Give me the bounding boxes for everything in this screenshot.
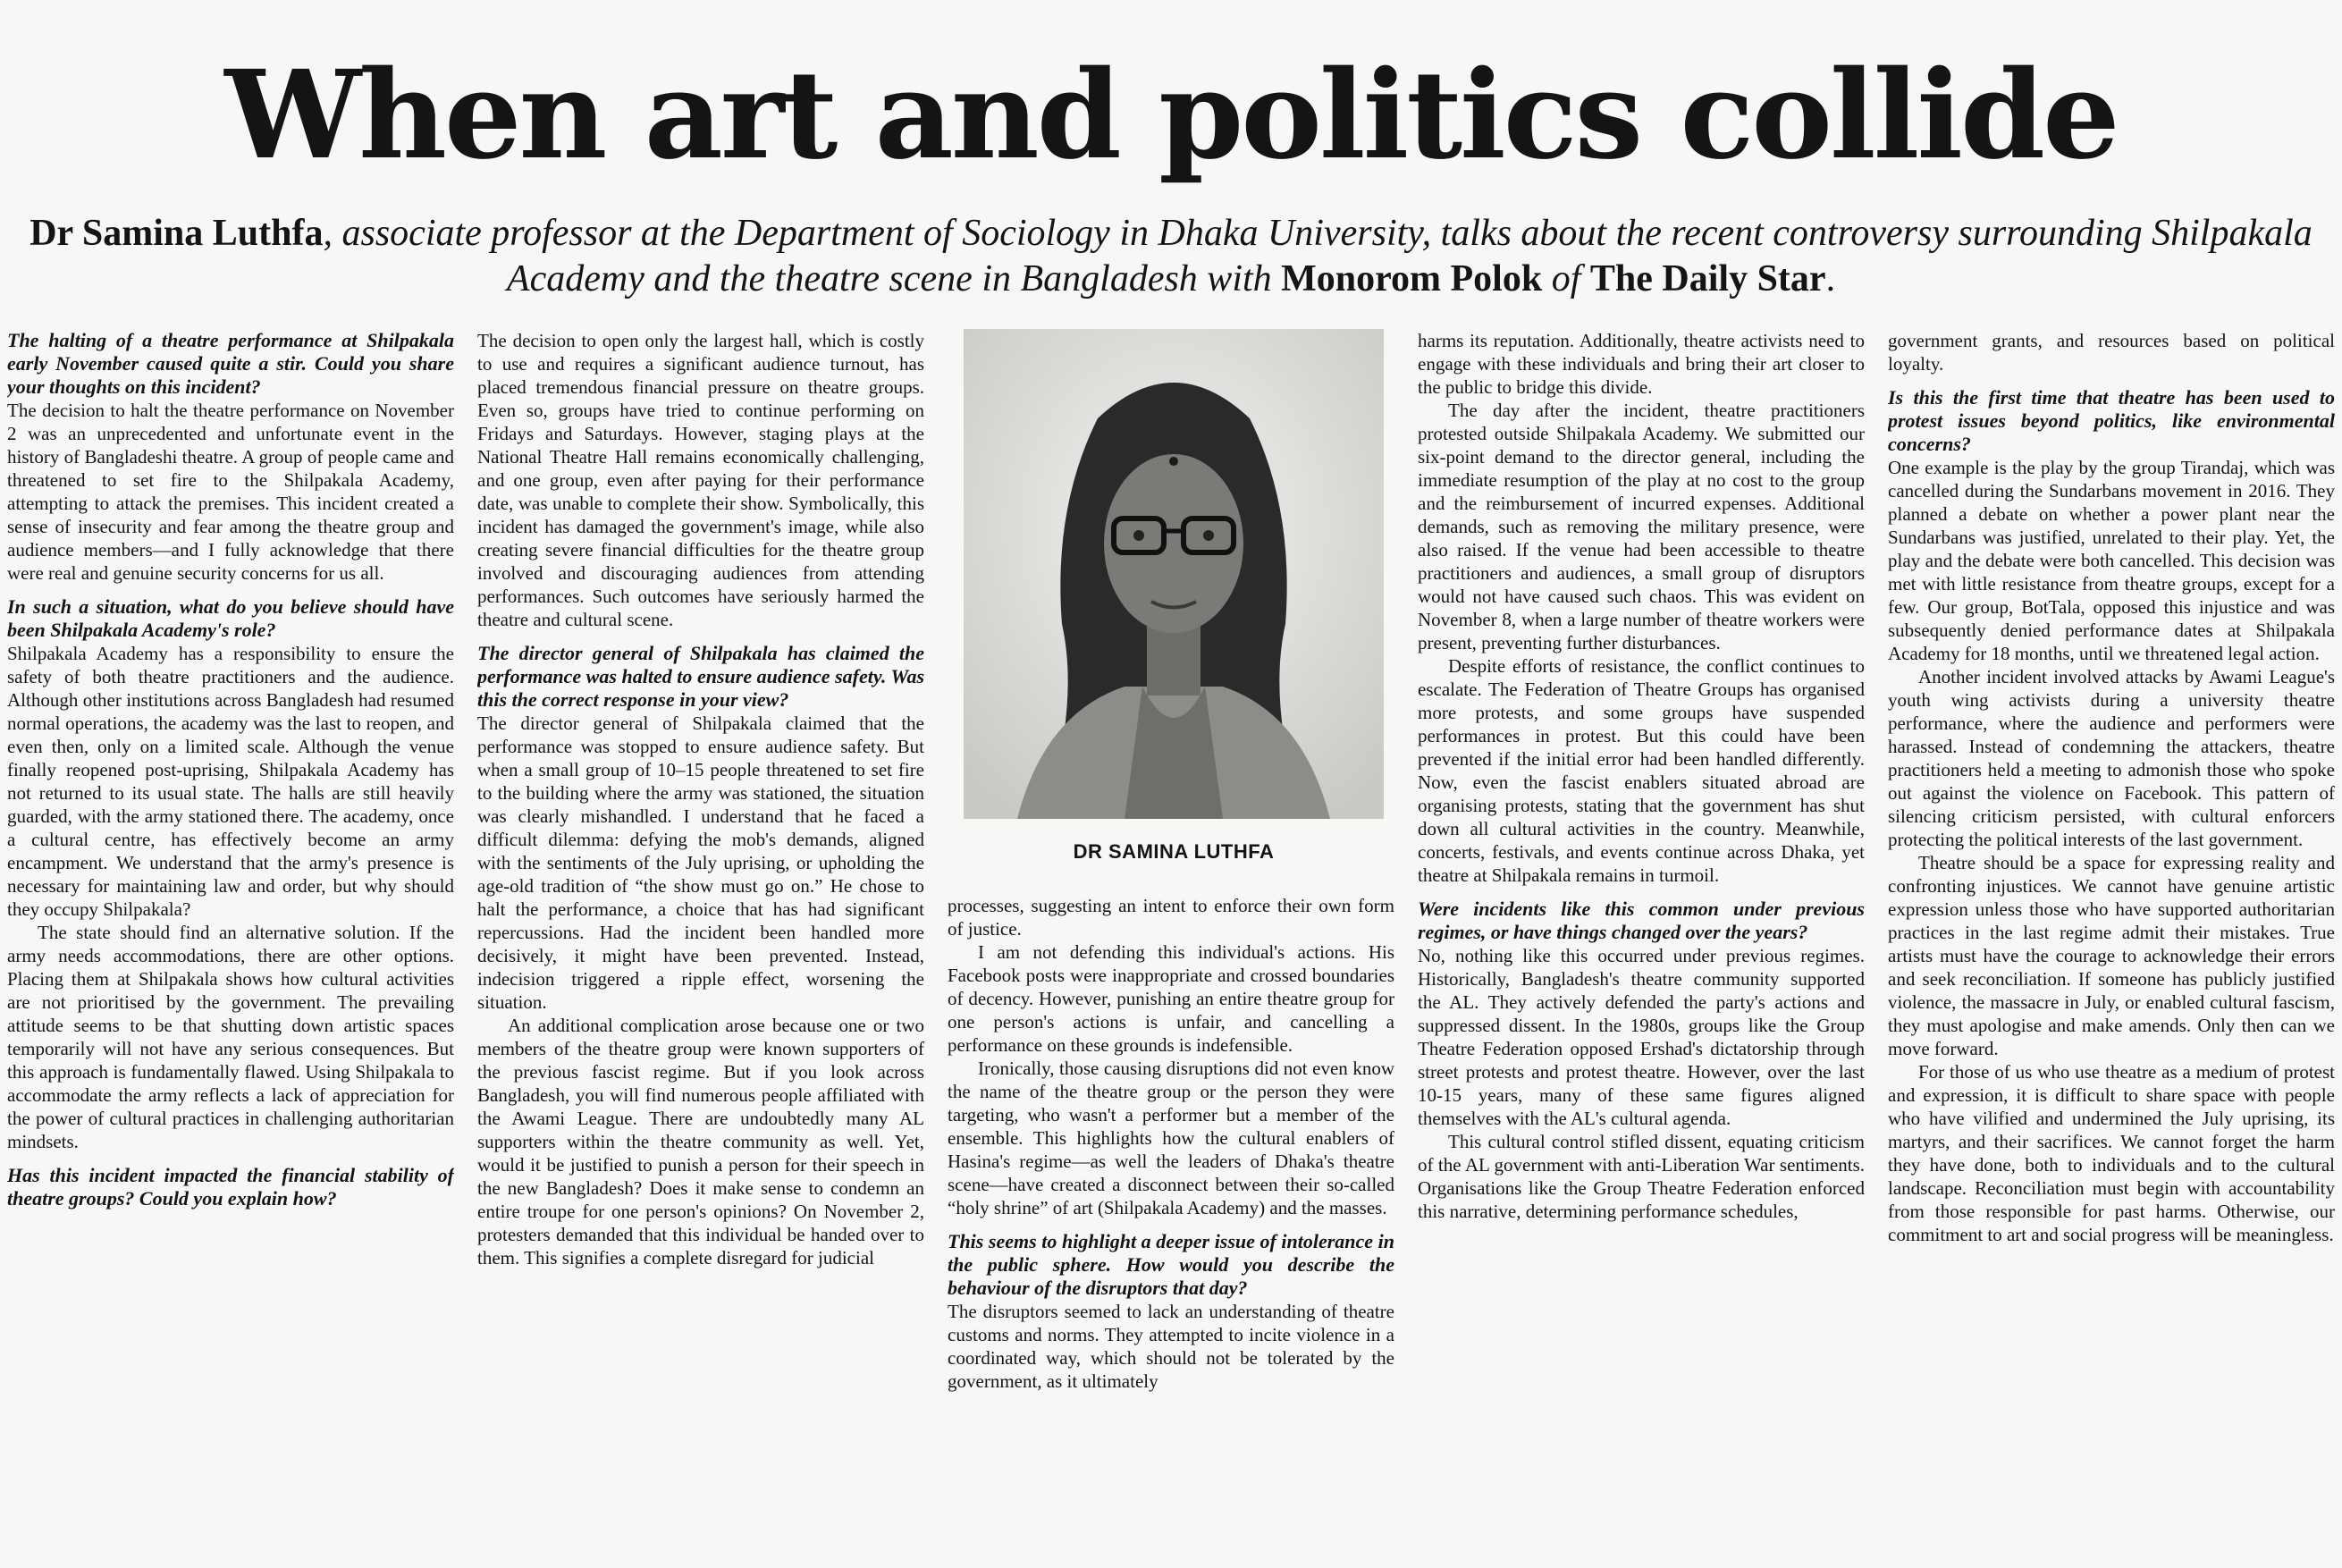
interviewee-name: Dr Samina Luthfa	[29, 213, 324, 254]
column-3	[948, 894, 1394, 1563]
headline: When art and politics collide	[224, 44, 2118, 187]
answer-paragraph: Shilpakala Academy has a responsibility to ensure the safety of both theatre practitioners and the audience. Although other institutions across Bangladesh had resumed normal operations, the academy was the last to reopen, and even then, only on a limited scale. Although the venue finally reopened post-uprising, Shilpakala Academy has not returned to its usual state. The halls are still heavily guarded, with the army stationed there. The academy, once a cultural centre, has effectively become an army encampment. We understand that the army's presence is necessary for maintaining law and order, but why should they occupy Shilpakala?	[7, 643, 454, 920]
answer-paragraph: For those of us who use theatre as a medium of protest and expression, it is difficult to share space with people who have vilified and undermined the July uprising, its martyrs, and their sacrifices. We cannot forget the harm they have done, both to individuals and to the cultural landscape. Reconciliation must begin with accountability from those responsible for past harms. Otherwise, our commitment to art and social progress will be meaningless.	[1888, 1061, 2335, 1245]
answer-paragraph: Despite efforts of resistance, the conflict continues to escalate. The Federation of Theatre Groups has organised more protests, and some groups have suspended performances in protest. But this could have been prevented if the initial error had been handled differently. Now, even the fascist enablers situated abroad are organising protests, stating that the government has shut down all cultural activities in the country. Meanwhile, concerts, festivals, and events continue across Dhaka, yet theatre at Shilpakala remains in turmoil.	[1418, 655, 1865, 886]
answer-paragraph: The director general of Shilpakala claimed that the performance was stopped to ensure audience safety. But when a small group of 10–15 people threatened to set fire to the building where the army was stationed, the situation was clearly mishandled. I understand that he faced a difficult dilemma: defying the mob's demands, aligned with the sentiments of the July uprising, or upholding the age-old tradition of “the show must go on.” He chose to halt the performance, a choice that has had significant repercussions. Had the incident been handled more decisively, it might have been prevented. Instead, indecision triggered a ripple effect, worsening the situation.	[477, 712, 924, 1013]
publication-name: The Daily Star	[1589, 258, 1826, 299]
question: The halting of a theatre performance at Shilpakala early November caused quite a stir. Could you share your thoughts on this incident?	[7, 329, 454, 398]
portrait-photo	[964, 329, 1384, 819]
portrait-illustration	[964, 329, 1384, 819]
answer-paragraph: Theatre should be a space for expressing reality and confronting injustices. We cannot have genuine artistic expression unless those who have supported authoritarian practices in the last regime admit their mistakes. True artists must have the courage to acknowledge their errors and seek reconciliation. If someone has publicly justified violence, the massacre in July, or enabled cultural fascism, they must apologise and make amends. Only then can we move forward.	[1888, 852, 2335, 1059]
answer-paragraph: The decision to halt the theatre performance on November 2 was an unprecedented and unfortunate event in the history of Bangladeshi theatre. A group of people came and threatened to set fire to the Shilpakala Academy, attempting to attack the premises. This incident created a sense of insecurity and fear among the theatre group and audience members—and I fully acknowledge that there were real and genuine security concerns for us all.	[7, 400, 454, 584]
column-2	[477, 329, 924, 1563]
answer-paragraph: government grants, and resources based on political loyalty.	[1888, 330, 2335, 375]
column-1	[7, 329, 454, 1563]
standfirst-end: .	[1825, 258, 1836, 299]
column-4	[1418, 329, 1865, 1563]
standfirst-of: of	[1542, 258, 1590, 299]
interviewer-name: Monorom Polok	[1281, 258, 1543, 299]
question: In such a situation, what do you believe should have been Shilpakala Academy's role?	[7, 595, 454, 641]
question: Has this incident impacted the financial stability of theatre groups? Could you explain how?	[7, 1164, 454, 1210]
standfirst	[0, 211, 2342, 302]
answer-paragraph: One example is the play by the group Tirandaj, which was cancelled during the Sundarbans movement in 2016. They planned a debate on whether a power plant near the Sundarbans was justified, unrelated to their play. Yet, the play and the debate were both cancelled. This decision was met with little resistance from theatre groups, except for a few. Our group, BotTala, opposed this injustice and was subsequently denied performance dates at Shilpakala Academy for 18 months, until we threatened legal action.	[1888, 457, 2335, 664]
answer-paragraph: Ironically, those causing disruptions did not even know the name of the theatre group or the person they were targeting, who wasn't a performer but a member of the ensemble. This highlights how the cultural enablers of Hasina's regime—as well the leaders of Dhaka's theatre scene—have created a disconnect between their so-called “holy shrine” of art (Shilpakala Academy) and the masses.	[948, 1058, 1394, 1218]
answer-paragraph: The day after the incident, theatre practitioners protested outside Shilpakala Academy. We submitted our six-point demand to the director general, including the immediate resumption of the play at no cost to the group and the reimbursement of incurred expenses. Additional demands, such as removing the military presence, were also raised. If the venue had been accessible to theatre practitioners and audiences, a small group of disruptors would not have caused such chaos. This was evident on November 8, when a large number of theatre workers were present, preventing further disturbances.	[1418, 400, 1865, 653]
answer-paragraph: I am not defending this individual's actions. His Facebook posts were inappropriate and crossed boundaries of decency. However, punishing an entire theatre group for one person's actions is unfair, and cancelling a performance on these grounds is indefensible.	[948, 941, 1394, 1056]
standfirst-text: , associate professor at the Department of Sociology in Dhaka University, talks about the recent controversy surrounding Shilpakala Academy and the theatre scene in Bangladesh with	[323, 213, 2313, 299]
question: Were incidents like this common under previous regimes, or have things changed over the years?	[1418, 898, 1865, 943]
answer-paragraph: The disruptors seemed to lack an understanding of theatre customs and norms. They attempted to incite violence in a coordinated way, which should not be tolerated by the government, as it ultimately	[948, 1301, 1394, 1392]
answer-paragraph: harms its reputation. Additionally, theatre activists need to engage with these individuals and bring their art closer to the public to bridge this divide.	[1418, 330, 1865, 398]
answer-paragraph: This cultural control stifled dissent, equating criticism of the AL government with anti-Liberation War sentiments. Organisations like the Group Theatre Federation enforced this narrative, determining performance schedules,	[1418, 1131, 1865, 1222]
question: This seems to highlight a deeper issue of intolerance in the public sphere. How would you describe the behaviour of the disruptors that day?	[948, 1230, 1394, 1299]
answer-paragraph: The state should find an alternative solution. If the army needs accommodations, there are other options. Placing them at Shilpakala shows how cultural activities are not prioritised by the government. The prevailing attitude seems to be that shutting down artistic spaces temporarily will not have any serious consequences. But this approach is fundamentally flawed. Using Shilpakala to accommodate the army reflects a lack of appreciation for the power of cultural practices in challenging authoritarian mindsets.	[7, 922, 454, 1152]
answer-paragraph: No, nothing like this occurred under previous regimes. Historically, Bangladesh's theatre community supported the AL. They actively defended the party's actions and suppressed dissent. In the 1980s, groups like the Group Theatre Federation opposed Ershad's dictatorship through street protests and protest theatre. However, over the last 10-15 years, many of these same figures aligned themselves with the AL's cultural agenda.	[1418, 945, 1865, 1129]
question: The director general of Shilpakala has claimed the performance was halted to ensure audience safety. Was this the correct response in your view?	[477, 642, 924, 711]
answer-paragraph: Another incident involved attacks by Awami League's youth wing activists during a university theatre performance, where the audience and performers were harassed. Instead of condemning the attackers, theatre practitioners held a meeting to admonish those who spoke out against the violence on Facebook. This pattern of silencing criticism persisted, with cultural enforcers protecting the political interests of the last government.	[1888, 666, 2335, 850]
photo-caption: DR SAMINA LUTHFA	[1073, 840, 1275, 863]
answer-paragraph: processes, suggesting an intent to enforce their own form of justice.	[948, 895, 1394, 940]
answer-paragraph: An additional complication arose because one or two members of the theatre group were known supporters of the previous fascist regime. But if you look across Bangladesh, you will find numerous people affiliated with the Awami League. There are undoubtedly many AL supporters within the theatre community as well. Yet, would it be justified to punish a person for their speech in the new Bangladesh? Does it make sense to condemn an entire troupe for one person's opinions? On November 2, protesters demanded that this individual be handed over to them. This signifies a complete disregard for judicial	[477, 1015, 924, 1269]
answer-paragraph: The decision to open only the largest hall, which is costly to use and requires a significant audience turnout, has placed tremendous financial pressure on theatre groups. Even so, groups have tried to continue performing on Fridays and Saturdays. However, staging plays at the National Theatre Hall remains economically challenging, and one group, even after paying for their performance date, was unable to complete their show. Symbolically, this incident has damaged the government's image, while also creating severe financial difficulties for the theatre group involved and discouraging audiences from attending performances. Such outcomes have seriously harmed the theatre and cultural scene.	[477, 330, 924, 630]
column-5	[1888, 329, 2335, 1563]
question: Is this the first time that theatre has been used to protest issues beyond politics, like environmental concerns?	[1888, 386, 2335, 455]
